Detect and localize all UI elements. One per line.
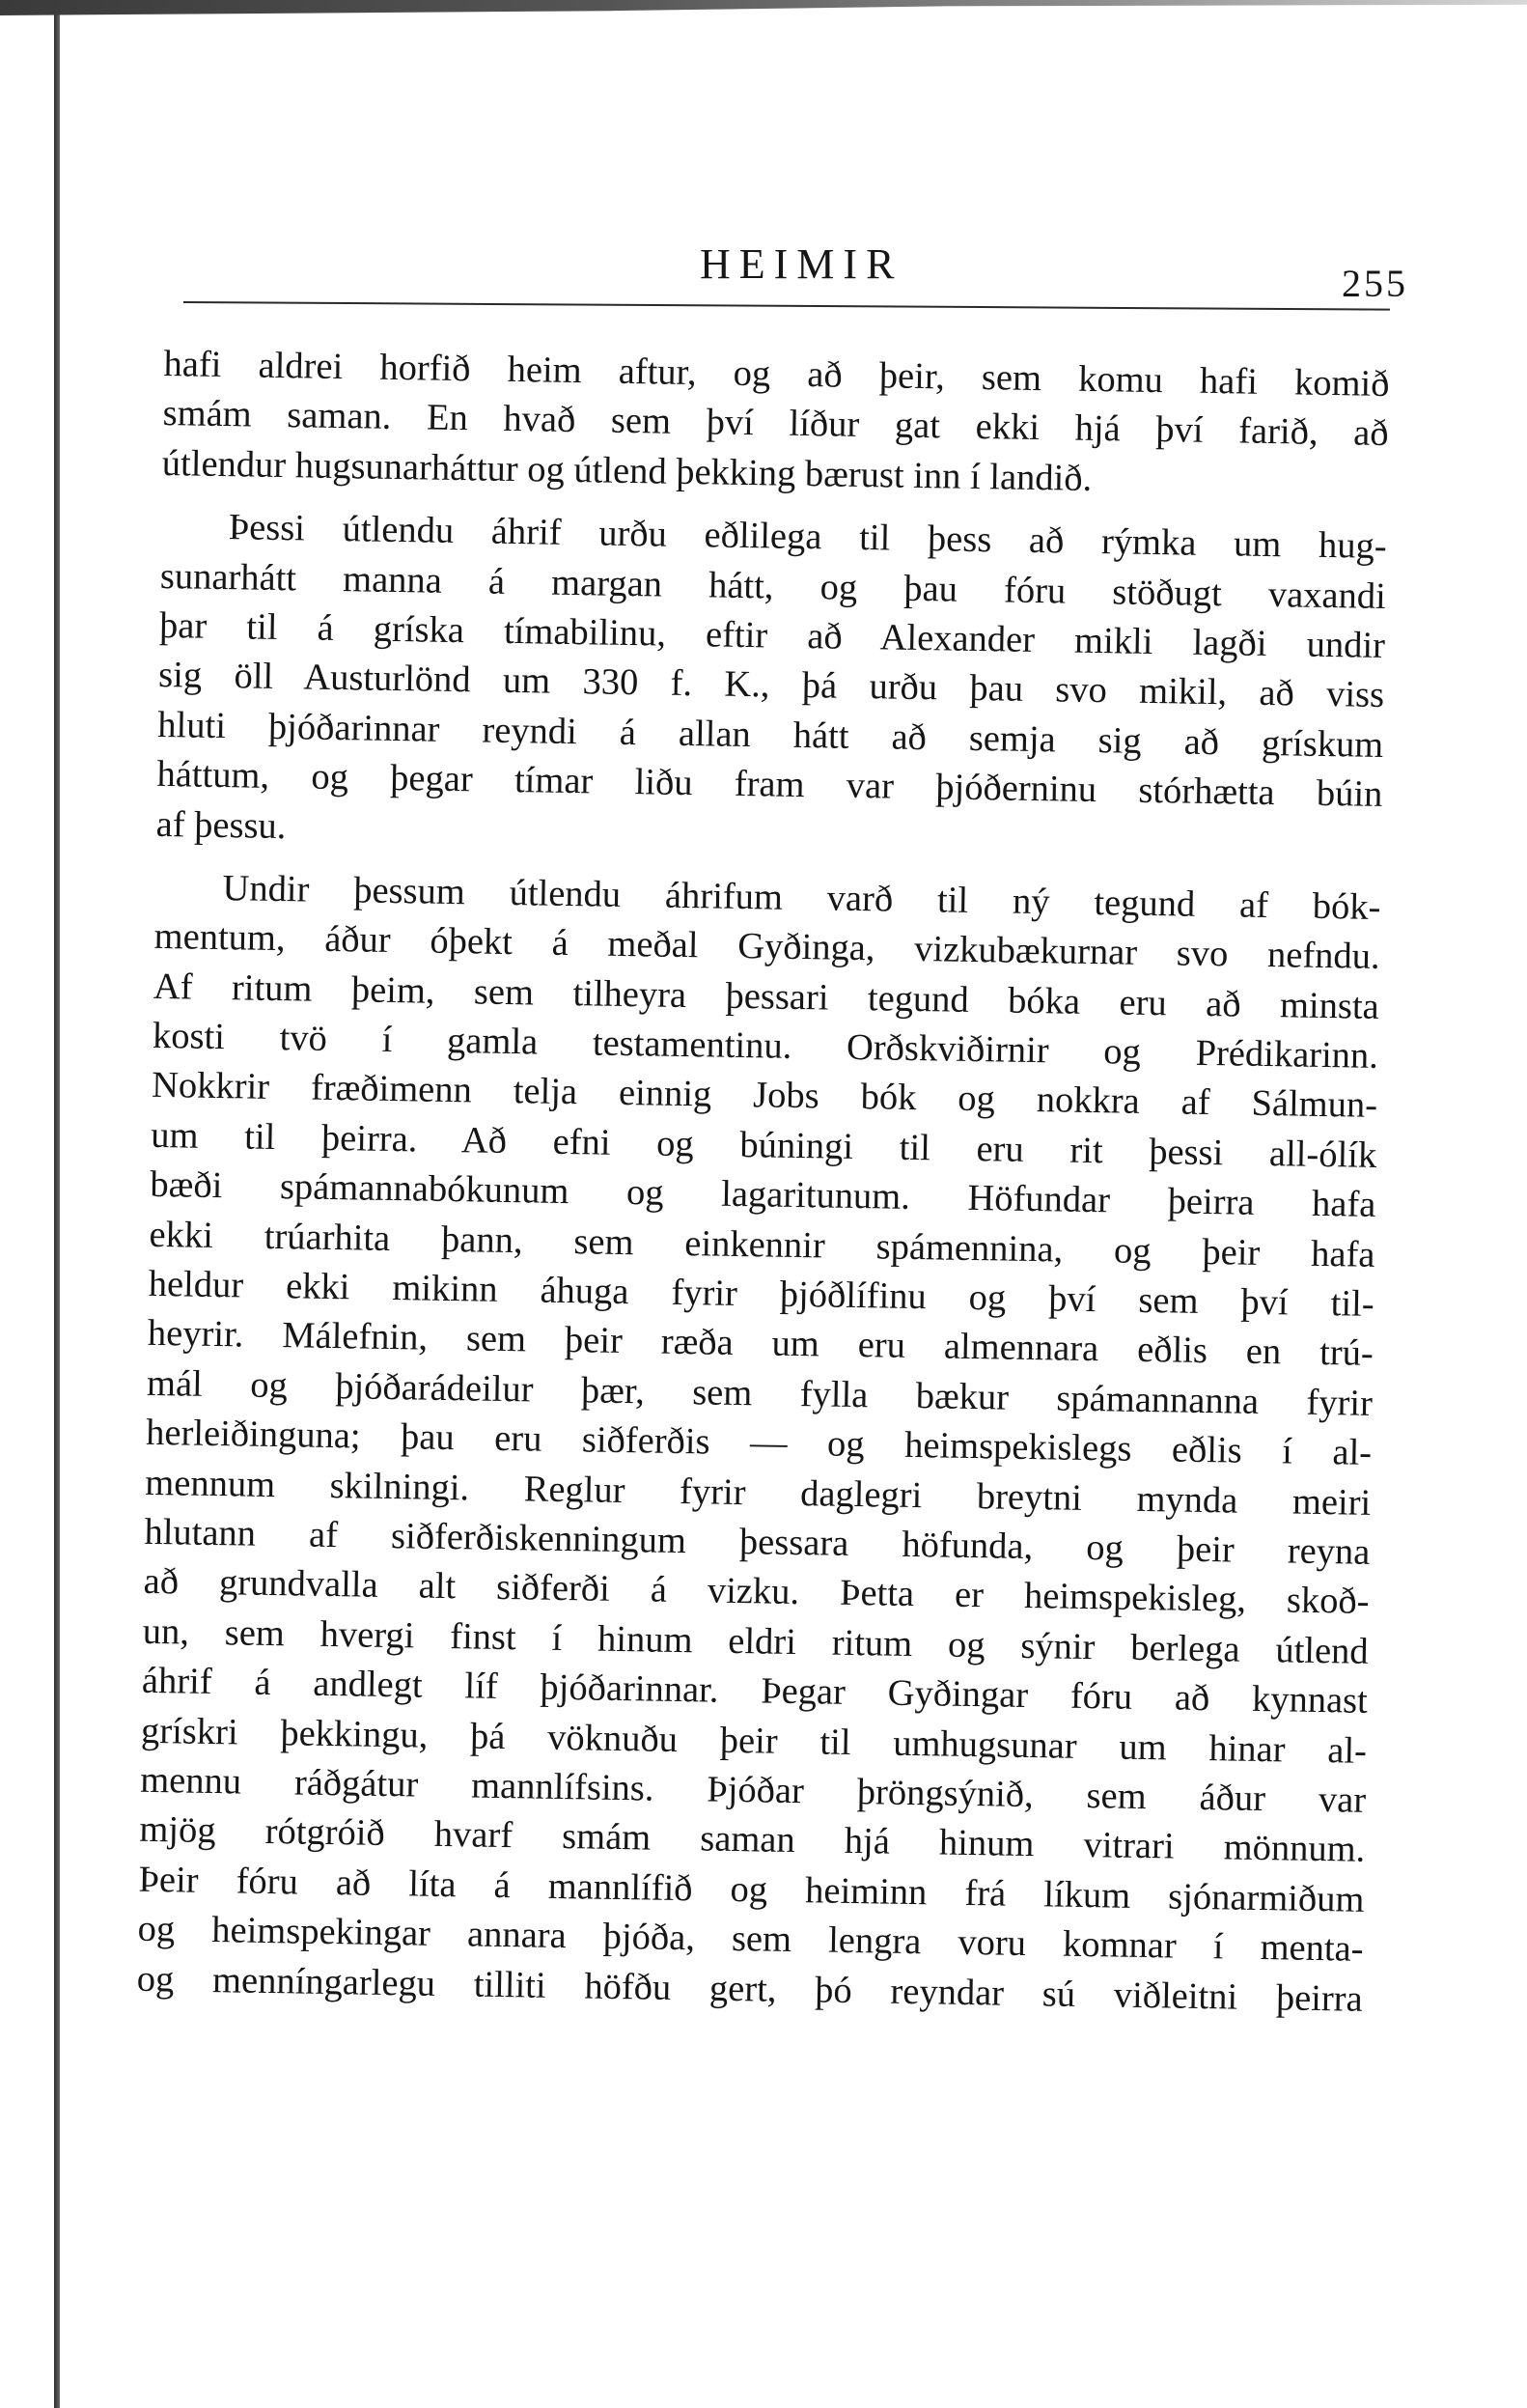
text-line: útlendur hugsunarháttur og útlend þekking bærust inn í landið.: [161, 442, 1093, 499]
text-line: heldur ekki mikinn áhuga fyrir þjóðlífinu og því sem því til-: [148, 1263, 1374, 1325]
text-line: sig öll Austurlönd um 330 f. K., þá urðu þau svo mikil, að viss: [157, 655, 1385, 716]
running-title: HEIMIR: [700, 240, 903, 288]
text-line: og heimspekingar annara þjóða, sem lengra voru komnar í menta-: [137, 1908, 1364, 1970]
page-number: 255: [1342, 262, 1408, 305]
text-line: af þessu.: [155, 803, 287, 847]
text-line: mentum, áður óþekt á meðal Gyðinga, vizkubækurnar svo nefndu.: [153, 916, 1380, 978]
text-line: kosti tvö í gamla testamentinu. Orðskviðirnir og Prédikarinn.: [152, 1015, 1379, 1078]
page-binding-edge: [54, 0, 60, 2408]
text-line: un, sem hvergi finst í hinum eldri ritum og sýnir berlega útlend: [142, 1610, 1369, 1672]
text-line: Nokkrir fræðimenn telja einnig Jobs bók og nokkra af Sálmun-: [151, 1065, 1378, 1127]
paragraph-2: [155, 502, 1387, 870]
page-header: [154, 232, 1409, 338]
text-line: háttum, og þegar tímar liðu fram var þjóðerninu stórhætta búin: [156, 754, 1383, 816]
paragraph-1: [161, 340, 1389, 509]
text-line: smám saman. En hvað sem því líður gat ekki hjá því farið, að: [162, 393, 1389, 455]
scan-top-edge: [0, 0, 1527, 15]
text-line: mjög rótgróið hvarf smám saman hjá hinum vitrari mönnum.: [139, 1809, 1366, 1871]
body-text: [136, 340, 1389, 2025]
text-line: Undir þessum útlendu áhrifum varð til ný tegund af bók-: [222, 867, 1381, 928]
text-line: og menníngarlegu tilliti höfðu gert, þó reyndar sú viðleitni þeirra: [136, 1958, 1364, 2020]
text-line: heyrir. Málefnin, sem þeir ræða um eru almennara eðlis en trú-: [147, 1313, 1374, 1375]
paragraph-3: [136, 863, 1380, 2025]
text-line: grískri þekkingu, þá vöknuðu þeir til umhugsunar um hinar al-: [140, 1710, 1368, 1772]
text-line: bæði spámannabókunum og lagaritunum. Höfundar þeirra hafa: [150, 1164, 1376, 1226]
header-rule: [183, 301, 1390, 311]
text-line: hafi aldrei horfið heim aftur, og að þeir, sem komu hafi komið: [163, 343, 1390, 406]
text-line: Þessi útlendu áhrif urðu eðlilega til þess að rýmka um hug-: [228, 507, 1387, 568]
text-line: áhrif á andlegt líf þjóðarinnar. Þegar Gyðingar fóru að kynnast: [141, 1660, 1369, 1722]
text-line: mennu ráðgátur mannlífsins. Þjóðar þröngsýnið, sem áður var: [139, 1759, 1367, 1821]
text-line: þar til á gríska tímabilinu, eftir að Alexander mikli lagði undir: [158, 604, 1386, 666]
text-line: mál og þjóðarádeilur þær, sem fylla bækur spámannanna fyrir: [146, 1362, 1374, 1424]
text-line: um til þeirra. Að efni og búningi til eru rit þessi all-ólík: [150, 1114, 1377, 1176]
text-line: hluti þjóðarinnar reyndi á allan hátt að semja sig að grískum: [157, 704, 1384, 766]
text-line: að grundvalla alt siðferði á vizku. Þetta er heimspekisleg, skoð-: [143, 1561, 1370, 1623]
text-line: sunarhátt manna á margan hátt, og þau fóru stöðugt vaxandi: [159, 555, 1387, 617]
text-line: hlutann af siðferðiskenningum þessara höfunda, og þeir reyna: [144, 1511, 1371, 1573]
text-line: Af ritum þeim, sem tilheyra þessari tegund bóka eru að minsta: [153, 966, 1380, 1027]
text-line: herleiðinguna; þau eru siðferðis — og heimspekislegs eðlis í al-: [145, 1413, 1373, 1474]
scan-margin: [0, 0, 54, 2408]
text-line: mennum skilningi. Reglur fyrir daglegri breytni mynda meiri: [145, 1462, 1372, 1524]
text-line: Þeir fóru að líta á mannlífið og heiminn frá líkum sjónarmiðum: [138, 1859, 1365, 1920]
text-line: ekki trúarhita þann, sem einkennir spámennina, og þeir hafa: [149, 1214, 1375, 1275]
